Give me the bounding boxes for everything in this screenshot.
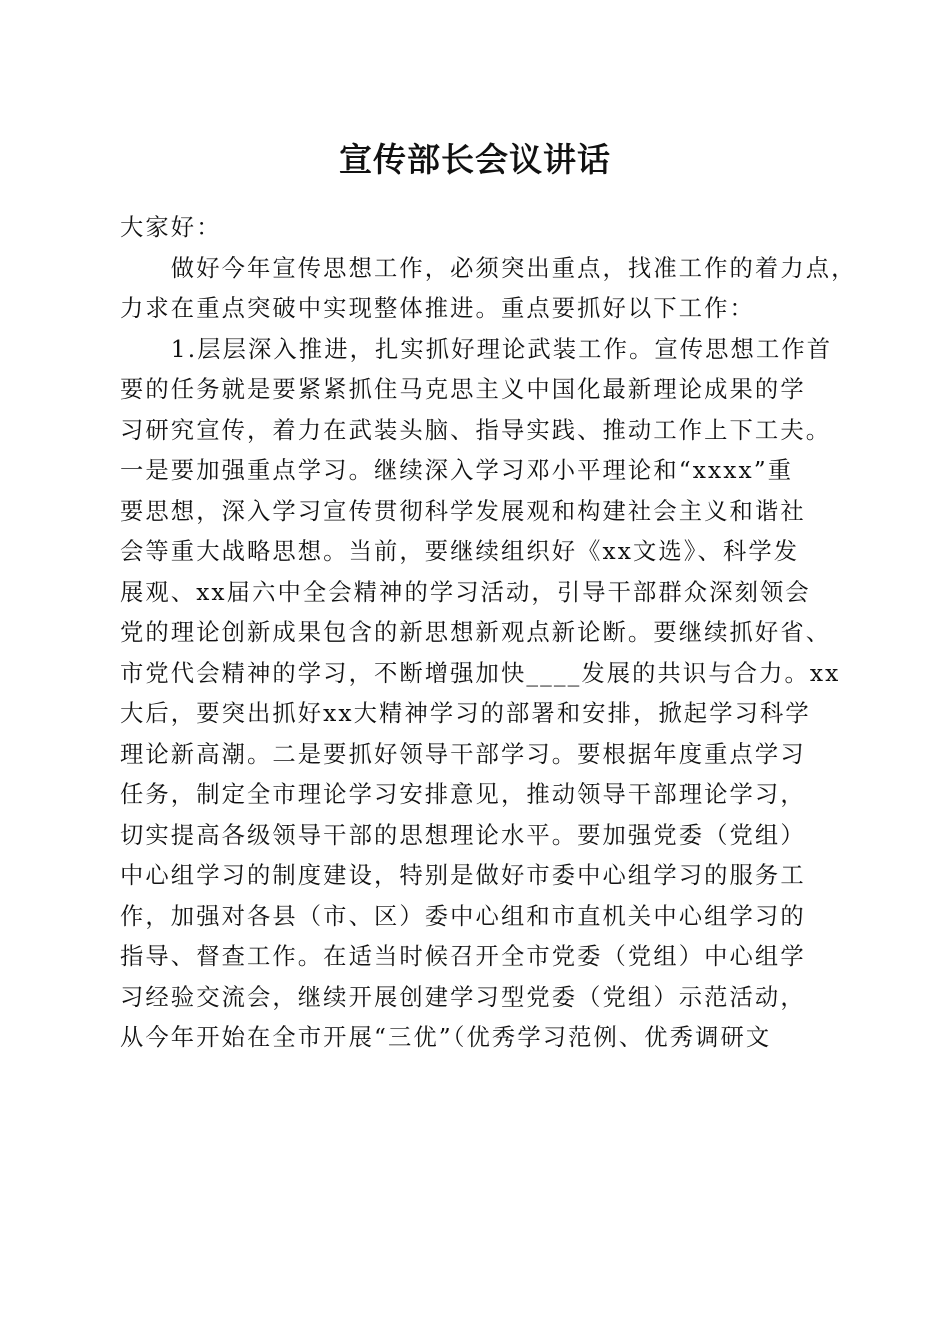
text-line: 党的理论创新成果包含的新思想新观点新论断。要继续抓好省、 xyxy=(120,619,832,646)
text-line: 中心组学习的制度建设，特别是做好市委中心组学习的服务工 xyxy=(120,862,806,889)
text-line: 习研究宣传，着力在武装头脑、指导实践、推动工作上下工夫。 xyxy=(120,416,832,444)
text-line: 会等重大战略思想。当前，要继续组织好《xx文选》、科学发 xyxy=(120,538,800,565)
text-line: 一是要加强重点学习。继续深入学习邓小平理论和“xxxx”重 xyxy=(120,457,794,484)
text-line: 展观、xx届六中全会精神的学习活动，引导干部群众深刻领会 xyxy=(120,578,811,606)
document-title: 宣传部长会议讲话 xyxy=(339,140,611,179)
document-body xyxy=(120,208,857,1059)
text-line: 任务，制定全市理论学习安排意见，推动领导干部理论学习， xyxy=(120,781,806,808)
text-line: 切实提高各级领导干部的思想理论水平。要加强党委（党组） xyxy=(120,821,806,849)
text-line: 力求在重点突破中实现整体推进。重点要抓好以下工作： xyxy=(120,295,755,322)
text-line: 1.层层深入推进，扎实抓好理论武装工作。宣传思想工作首 xyxy=(120,335,833,363)
text-line: 市党代会精神的学习，不断增强加快____发展的共识与合力。xx xyxy=(120,659,841,687)
text-line: 从今年开始在全市开展“三优”（优秀学习范例、优秀调研文 xyxy=(120,1024,772,1051)
text-line: 习经验交流会，继续开展创建学习型党委（党组）示范活动， xyxy=(120,983,806,1011)
text-line: 做好今年宣传思想工作，必须突出重点，找准工作的着力点， xyxy=(120,254,857,282)
text-line: 大家好： xyxy=(120,214,222,241)
text-line: 理论新高潮。二是要抓好领导干部学习。要根据年度重点学习 xyxy=(120,740,806,768)
text-line: 要的任务就是要紧紧抓住马克思主义中国化最新理论成果的学 xyxy=(120,376,806,403)
text-line: 要思想，深入学习宣传贯彻科学发展观和构建社会主义和谐社 xyxy=(120,497,806,525)
text-line: 大后，要突出抓好xx大精神学习的部署和安排，掀起学习科学 xyxy=(120,700,811,727)
text-line: 作，加强对各县（市、区）委中心组和市直机关中心组学习的 xyxy=(120,902,806,930)
text-line: 指导、督查工作。在适当时候召开全市党委（党组）中心组学 xyxy=(120,943,806,970)
